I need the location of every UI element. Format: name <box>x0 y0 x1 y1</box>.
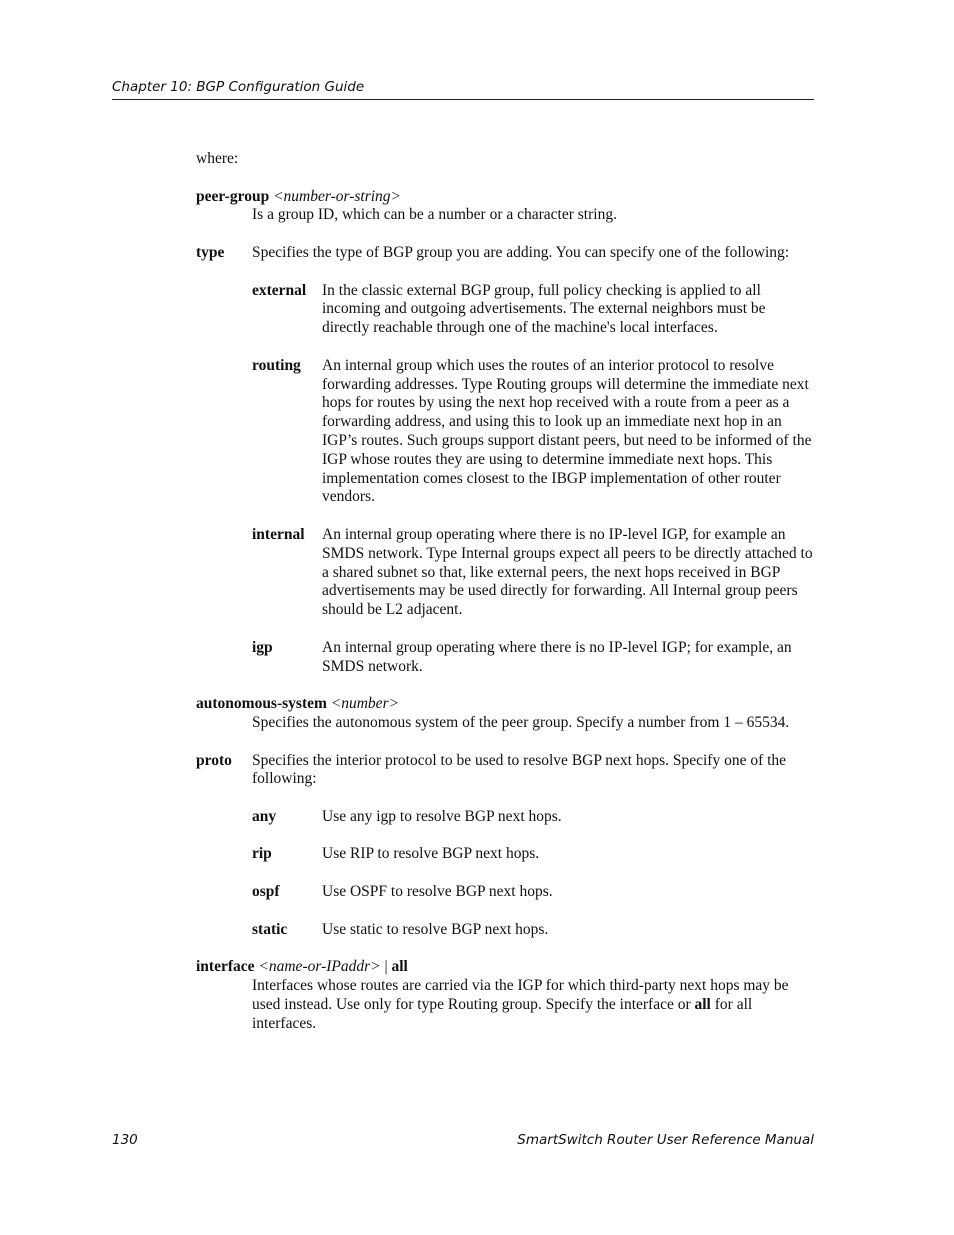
interface-separator: | <box>384 958 388 976</box>
autonomous-system-entry <box>196 695 816 733</box>
proto-option-rip <box>252 845 816 864</box>
type-description: Specifies the type of BGP group you are adding. You can specify one of the following: <box>252 243 790 261</box>
interface-description-bold: all <box>694 995 711 1013</box>
proto-description: Specifies the interior protocol to be used to resolve BGP next hops. Specify one of the following: <box>252 751 787 788</box>
type-option-routing <box>252 357 816 507</box>
option-description: An internal group operating where there is no IP-level IGP, for example an SMDS network. Type Internal groups expect all peers to be directly attached to a shared subnet so that, like external peers, the next hops received in BGP advertisements may be used directly for forwarding. All Internal group peers should be L2 adjacent. <box>322 525 813 619</box>
peer-group-arg: <number-or-string> <box>273 187 401 205</box>
option-description: An internal group which uses the routes of an interior protocol to resolve forwarding addresses. Type Routing groups will determine the immediate next hops for routes by using the next hop received with a route from a peer as a forwarding address, and using this to look up an immediate next hop in an IGP’s routes. Such groups support distant peers, but need to be informed of the IGP whose routes they are using to determine immediate next hops. This implementation comes closest to the IBGP implementation of other router vendors. <box>322 356 812 506</box>
option-term: static <box>252 920 288 938</box>
proto-option-static <box>252 921 816 940</box>
proto-option-any <box>252 808 816 827</box>
option-term: internal <box>252 525 305 543</box>
option-description: An internal group operating where there is no IP-level IGP; for example, an SMDS network. <box>322 638 792 675</box>
interface-keyword: interface <box>196 958 255 976</box>
peer-group-keyword: peer-group <box>196 187 270 205</box>
interface-description-text: Interfaces whose routes are carried via the IGP for which third-party next hops may be used instead. Use only for type Routing group. Specify the interface or <box>252 977 789 1013</box>
option-term: rip <box>252 845 272 863</box>
option-term: routing <box>252 356 301 374</box>
option-description: In the classic external BGP group, full policy checking is applied to all incoming and outgoing advertisements. The external neighbors must be directly reachable through one of the machine's local interfaces. <box>322 281 766 337</box>
autonomous-system-arg: <number> <box>330 695 400 713</box>
autonomous-system-description: Specifies the autonomous system of the peer group. Specify a number from 1 – 65534. <box>252 713 790 731</box>
option-term: ospf <box>252 883 280 901</box>
option-term: any <box>252 807 277 825</box>
option-description: Use static to resolve BGP next hops. <box>322 920 549 938</box>
intro-text: where: <box>196 150 239 167</box>
interface-description-tail: for all interfaces. <box>252 995 753 1032</box>
option-description: Use RIP to resolve BGP next hops. <box>322 845 540 863</box>
peer-group-entry <box>196 188 816 226</box>
proto-entry <box>196 752 816 790</box>
interface-arg: <name-or-IPaddr> <box>258 958 381 976</box>
type-option-internal <box>252 526 816 620</box>
type-option-igp <box>252 639 816 677</box>
type-option-external <box>252 282 816 338</box>
type-entry <box>196 244 816 263</box>
page-number: 130 <box>112 1132 138 1148</box>
peer-group-description: Is a group ID, which can be a number or a character string. <box>252 206 617 224</box>
proto-keyword: proto <box>196 751 232 769</box>
interface-description <box>252 977 816 1033</box>
interface-alt-keyword: all <box>391 958 408 976</box>
option-description: Use any igp to resolve BGP next hops. <box>322 807 562 825</box>
chapter-title: Chapter 10: BGP Configuration Guide <box>112 79 365 95</box>
autonomous-system-keyword: autonomous-system <box>196 695 327 713</box>
option-term: external <box>252 281 307 299</box>
running-header <box>112 79 814 100</box>
option-term: igp <box>252 638 273 656</box>
page-body <box>196 150 816 1033</box>
proto-option-ospf <box>252 883 816 902</box>
type-keyword: type <box>196 243 225 261</box>
interface-entry <box>196 958 816 1033</box>
option-description: Use OSPF to resolve BGP next hops. <box>322 883 553 901</box>
manual-title: SmartSwitch Router User Reference Manual <box>517 1132 814 1148</box>
